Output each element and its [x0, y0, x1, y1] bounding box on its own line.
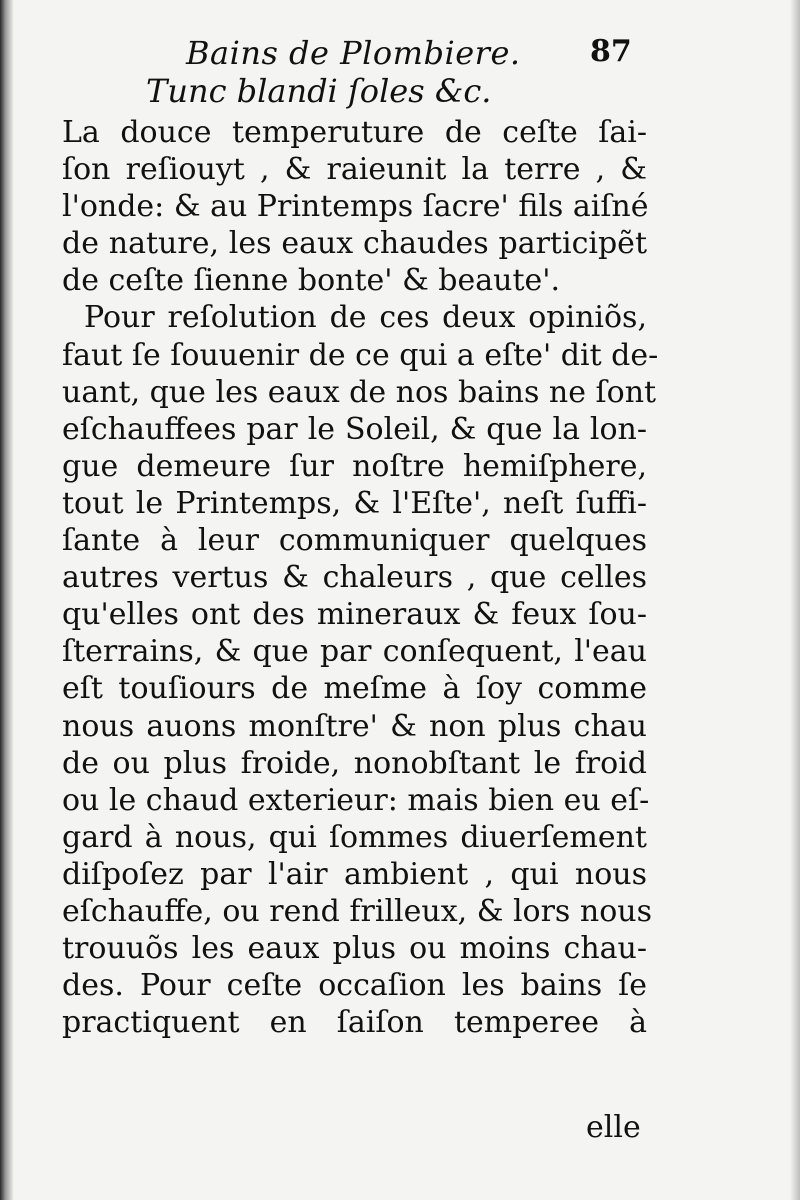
catchword: elle — [586, 1110, 641, 1145]
text-line: ou le chaud exterieur: mais bien eu eſ- — [62, 782, 650, 818]
text-line: de nature, les eaux chaudes participẽt — [62, 226, 647, 262]
text-line: diſpoſez par l'air ambient , qui nous — [62, 856, 647, 892]
page-gutter-shadow — [0, 0, 14, 1200]
text-line: gard à nous, qui ſommes diuerſement — [62, 819, 647, 855]
text-line: eſchauffees par le Soleil, & que la lon- — [62, 411, 647, 447]
text-line: eſt touſiours de meſme à ſoy comme — [62, 671, 647, 707]
text-line: trouuõs les eaux plus ou moins chau- — [62, 931, 647, 967]
text-line: des. Pour ceſte occaſion les bains ſe — [62, 968, 647, 1004]
text-line: eſchauffe, ou rend frilleux, & lors nous — [62, 893, 652, 929]
text-line: l'onde: & au Printemps ſacre' fils aiſné — [62, 189, 649, 225]
text-line: ſterrains, & que par conſequent, l'eau — [62, 634, 647, 670]
text-line: nous auons monſtre' & non plus chau — [62, 708, 647, 744]
text-line: de ou plus froide, nonobſtant le froid — [62, 745, 647, 781]
text-line: tout le Printemps, & l'Eſte', neſt ſuffi- — [62, 485, 647, 521]
page-number: 87 — [590, 34, 632, 69]
body-text — [62, 114, 659, 1041]
latin-quote: Tunc blandi ſoles &c. — [146, 72, 492, 110]
text-line: qu'elles ont des mineraux & feux ſou- — [62, 597, 647, 633]
show-through-bleed — [666, 600, 786, 1060]
text-line: autres vertus & chaleurs , que celles — [62, 560, 647, 596]
text-line: uant, que les eaux de nos bains ne ſont — [62, 374, 657, 410]
text-line: practiquent en ſaiſon temperee à — [62, 1005, 647, 1041]
text-line: faut ſe ſouuenir de ce qui a eſte' dit de- — [62, 337, 659, 373]
page-header — [0, 28, 800, 78]
text-line: ſante à leur communiquer quelques — [62, 523, 647, 559]
text-line: ſon reſiouyt , & raieunit la terre , & — [62, 152, 647, 188]
text-line: gue demeure ſur noſtre hemiſphere, — [62, 448, 647, 484]
text-line: Pour reſolution de ces deux opiniõs, — [84, 300, 647, 336]
text-line: La douce temperuture de ceſte ſai- — [62, 115, 647, 150]
text-line: de ceſte ſienne bonte' & beaute'. — [62, 263, 561, 299]
page-edge-shadow — [790, 0, 800, 1200]
running-head: Bains de Plombiere. — [186, 34, 521, 72]
